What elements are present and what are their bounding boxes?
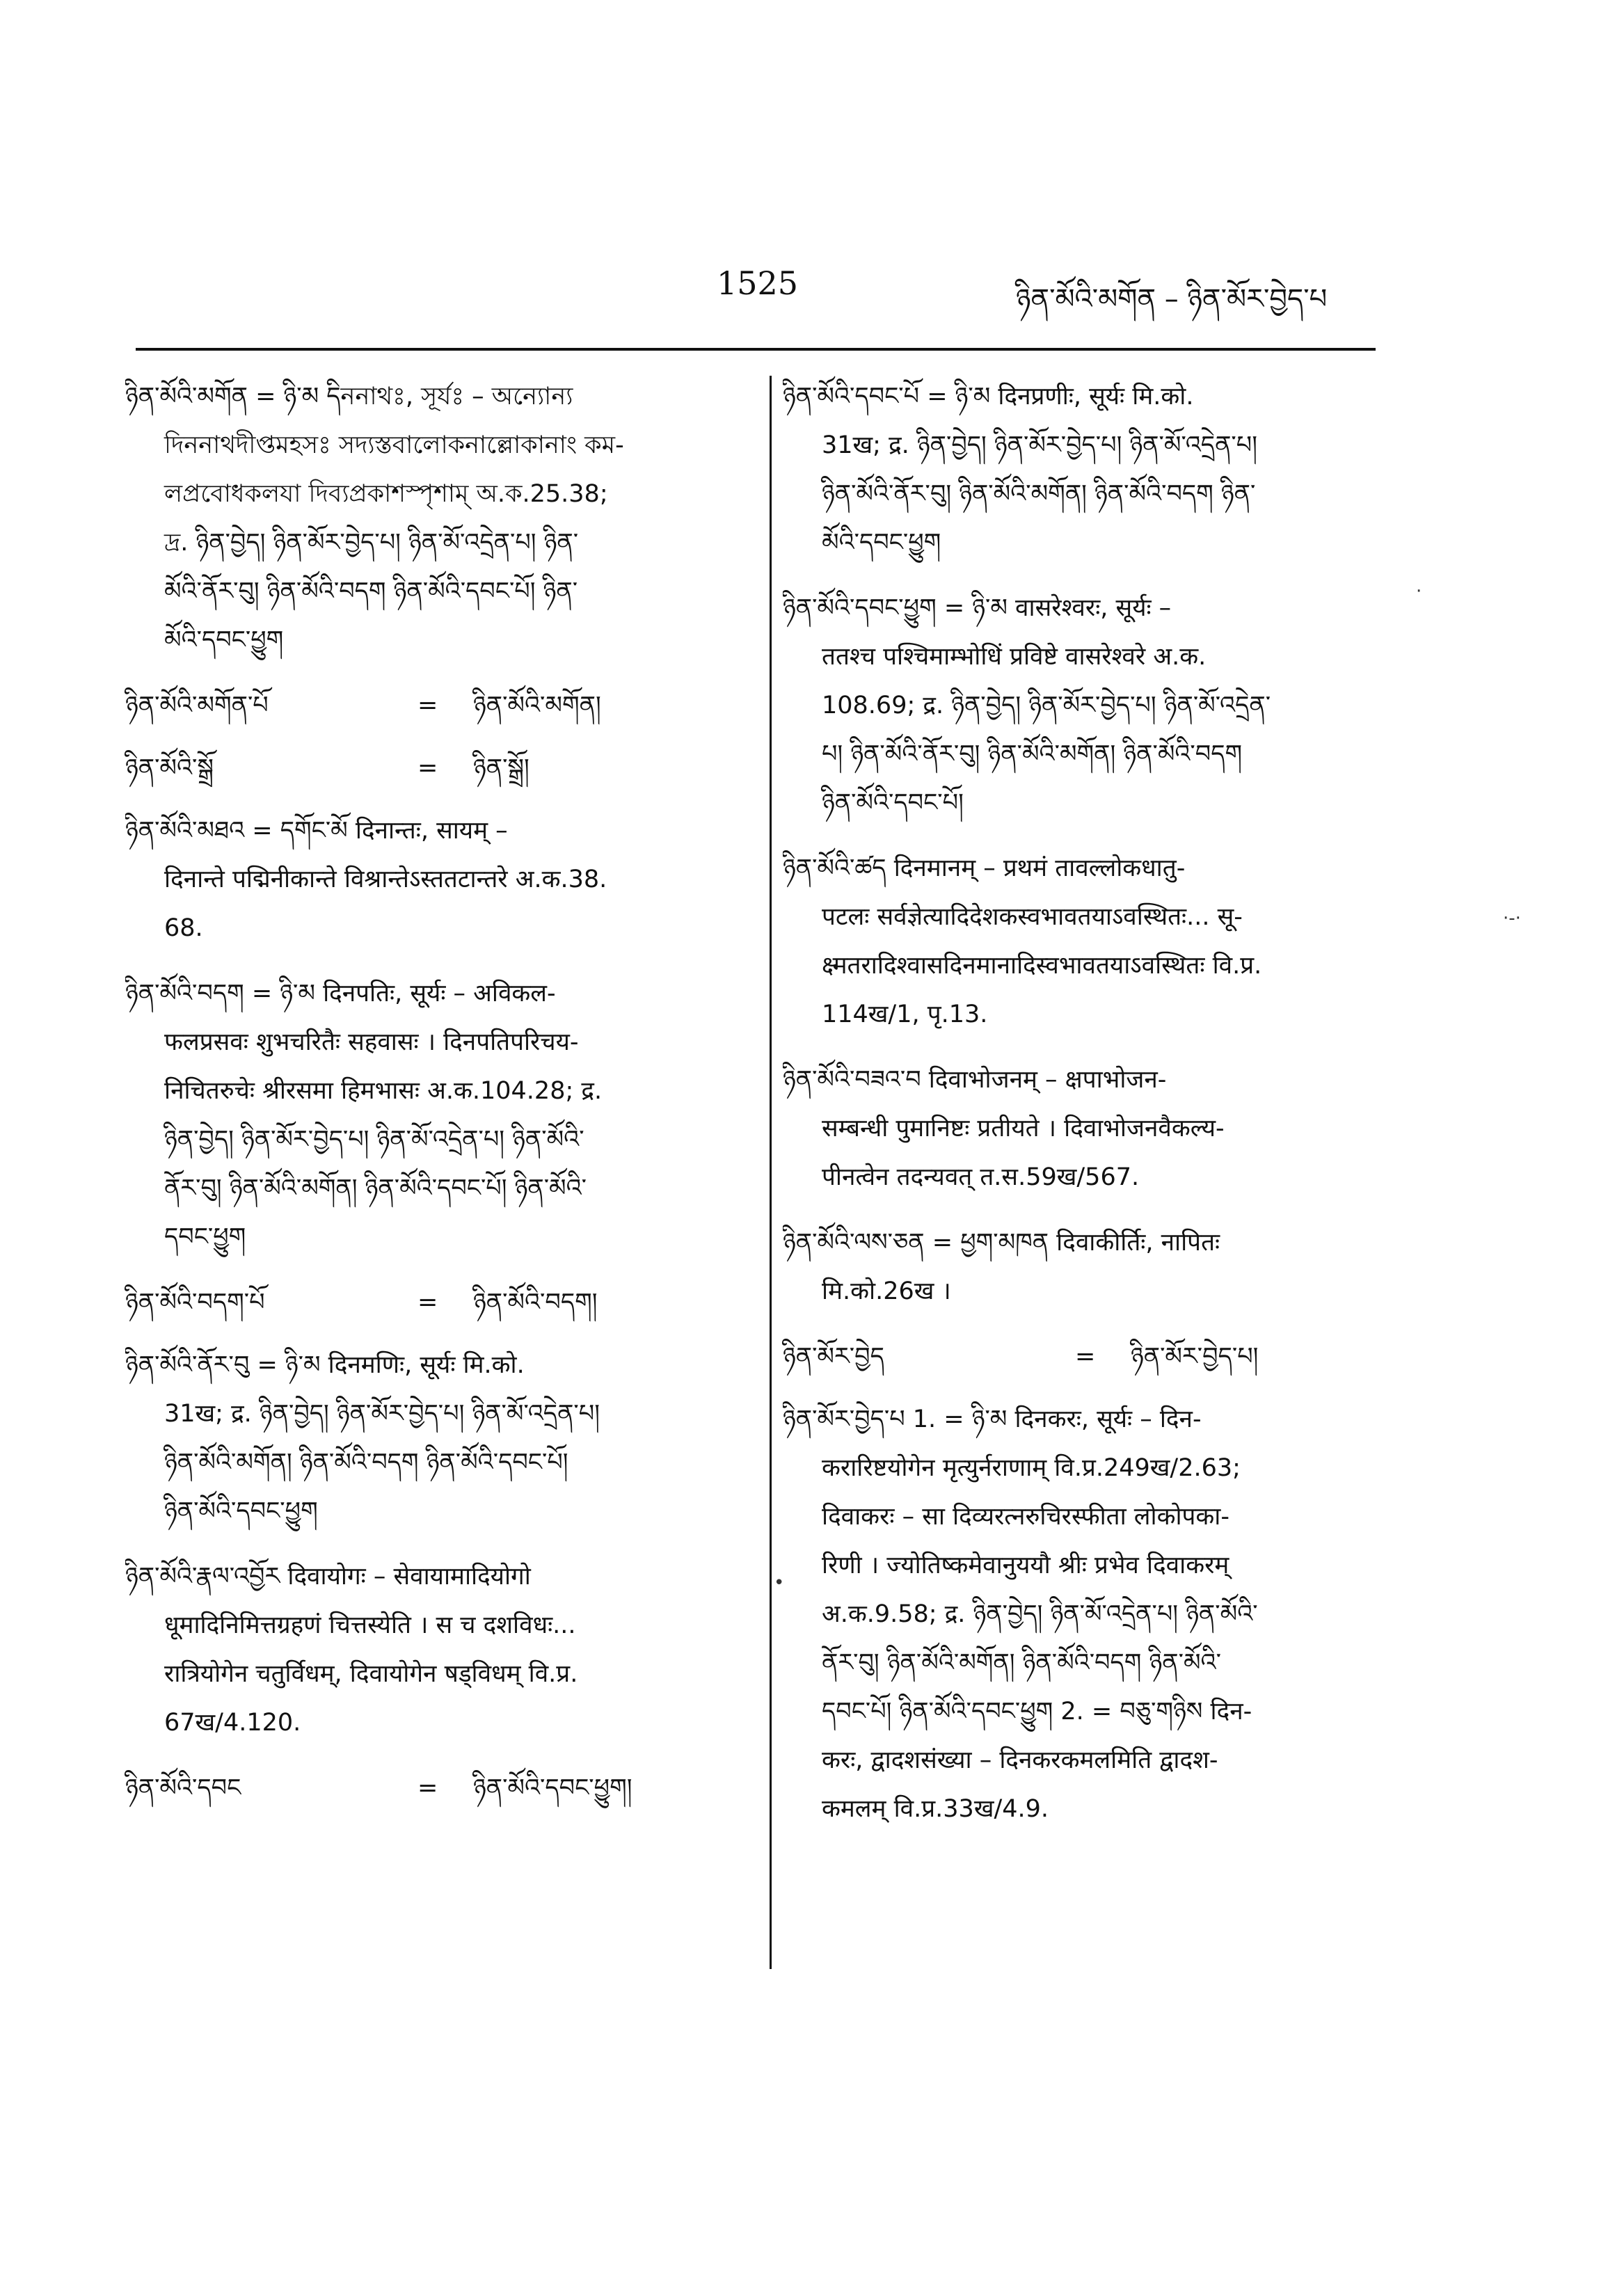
scan-speck: ·-·: [1503, 908, 1521, 929]
entry-line: ཉིན་མོའི་དབང་པོ།: [822, 789, 964, 817]
left-column: [125, 372, 751, 1826]
entry-first-line: ཉིན་མོའི་བཟའ་བ दिवाभोजनम् – क्षपाभोजन-: [783, 1066, 1167, 1094]
entry-headword: ཉིན་མོར་བྱེད: [783, 1343, 884, 1371]
entry-line: པ། ཉིན་མོའི་ནོར་བུ། ཉིན་མོའི་མགོན། ཉིན་མོའི་བདག: [822, 740, 1243, 768]
dictionary-entry: [783, 844, 1395, 1039]
dictionary-entry: [125, 1552, 751, 1747]
entry-line: 68.: [164, 914, 203, 942]
dictionary-entry: [125, 372, 751, 664]
equals-sign: =: [417, 1774, 438, 1802]
entry-headword: ཉིན་མོའི་སྒྲོ: [125, 754, 214, 782]
dictionary-entry: [783, 372, 1395, 567]
entry-first-line: ཉིན་མོའི་བདག = ཉི་མ दिनपतिः, सूर्यः – अविकल-: [125, 980, 556, 1007]
entry-first-line: ཉིན་མོའི་ནོར་བུ = ཉི་མ दिनमणिः, सूर्यः मि.को.: [125, 1351, 525, 1379]
equals-sign: =: [417, 754, 438, 782]
entry-line: ततश्च पश्चिमाम्भोधिं प्रविष्टे वासरेश्वरे अ.क.: [822, 643, 1207, 671]
entry-line: 114ख/1, पृ.13.: [822, 1001, 988, 1028]
dictionary-entry: [783, 1218, 1395, 1316]
cross-reference-entry: [125, 1278, 751, 1327]
scan-speck: •: [774, 1572, 785, 1593]
equals-sign: =: [417, 692, 438, 719]
entry-line: फलप्रसवः शुभचरितैः सहवासः । दिनपतिपरिचय-: [164, 1028, 579, 1056]
entry-headword: ཉིན་མོའི་བདག་པོ: [125, 1289, 265, 1316]
entry-line: ཉིན་བྱེད། ཉིན་མོར་བྱེད་པ། ཉིན་མོ་འདྲེན་པ། ཉིན་མོའི་: [164, 1126, 584, 1154]
entry-line: དབང་ཕྱུག: [164, 1223, 246, 1251]
entry-line: दिवाकरः – सा दिव्यरत्नरुचिरस्फीता लोकोपका-: [822, 1503, 1229, 1531]
dictionary-entry: [783, 1395, 1395, 1833]
entry-line: দিননাথদীপ্তমহসঃ সদ্যস্তবালোকনাল্লোকানাং কম-: [164, 431, 624, 459]
entry-line: 108.69; द्र. ཉིན་བྱེད། ཉིན་མོར་བྱེད་པ། ཉིན་མོ་འདྲེན་: [822, 692, 1271, 719]
entry-line: रिणी । ज्योतिष्कमेवानुययौ श्रीः प्रभेव दिवाकरम्: [822, 1552, 1229, 1579]
entry-first-line: ཉིན་མོའི་དབང་ཕྱུག = ཉི་མ वासरेश्वरः, सूर्यः –: [783, 594, 1172, 622]
entry-line: ཉིན་མོའི་ནོར་བུ། ཉིན་མོའི་མགོན། ཉིན་མོའི་བདག ཉིན་: [822, 480, 1256, 508]
cross-reference-entry: [125, 681, 751, 730]
entry-first-line: ཉིན་མོའི་མགོན = ཉི་མ དིননাথঃ, সূর্যঃ – অন্যোন্য: [125, 383, 573, 411]
entry-first-line: ཉིན་མོའི་ལས་ཅན = ཕྱག་མཁན दिवाकीर्तिः, नापितः: [783, 1229, 1220, 1257]
entry-line: दिनान्ते पद्मिनीकान्ते विश्रान्तेऽस्ततटान्तरे अ.क.38.: [164, 866, 607, 893]
cross-reference-entry: [125, 744, 751, 792]
entry-line: 31ख; द्र. ཉིན་བྱེད། ཉིན་མོར་བྱེད་པ། ཉིན་མོ་འདྲེན་པ།: [164, 1400, 600, 1428]
page-number: 1525: [717, 264, 799, 302]
entry-target: ཉིན་མོའི་མགོན།: [473, 692, 601, 719]
right-column: [783, 372, 1395, 1850]
running-head: ཉིན་མོའི་མགོན – ཉིན་མོར་བྱེད་པ: [1016, 283, 1328, 315]
entry-first-line: ཉིན་མོའི་རྣལ་འབྱོར दिवायोगः – सेवायामादियोगो: [125, 1563, 531, 1591]
entry-line: क्ष्मतरादिश्वासदिनमानादिस्वभावतयाऽवस्थितः वि.प्र.: [822, 952, 1262, 980]
dictionary-entry: [783, 584, 1395, 827]
entry-line: निचितरुचेः श्रीरसमा हिमभासः अ.क.104.28; द्र.: [164, 1077, 603, 1105]
entry-line: सम्बन्धी पुमानिष्टः प्रतीयते । दिवाभोजनवैकल्य-: [822, 1115, 1225, 1142]
scan-speck: ·: [1416, 581, 1422, 602]
entry-target: ཉིན་སྒྲོ།: [473, 754, 530, 782]
entry-line: ནོར་བུ། ཉིན་མོའི་མགོན། ཉིན་མོའི་དབང་པོ། ཉིན་མོའི་: [164, 1174, 587, 1202]
entry-line: अ.क.9.58; द्र. ཉིན་བྱེད། ཉིན་མོ་འདྲེན་པ། ཉིན་མོའི་: [822, 1600, 1258, 1628]
entry-first-line: ཉིན་མོའི་དབང་པོ = ཉི་མ दिनप्रणीः, सूर्यः मि.को.: [783, 383, 1194, 411]
column-divider: [770, 376, 772, 1969]
cross-reference-entry: [783, 1332, 1395, 1381]
entry-line: དབང་པོ། ཉིན་མོའི་དབང་ཕྱུག 2. = བཅུ་གཉིས दिन-: [822, 1698, 1252, 1726]
entry-line: करारिष्टयोगेन मृत्युर्नराणाम् वि.प्र.249ख/2.63;: [822, 1454, 1241, 1482]
equals-sign: =: [1075, 1343, 1096, 1371]
entry-first-line: ཉིན་མོར་བྱེད་པ 1. = ཉི་མ दिनकरः, सूर्यः – दिन-: [783, 1405, 1202, 1433]
entry-target: ཉིན་མོའི་དབང་ཕྱུག།: [473, 1774, 632, 1802]
entry-line: कमलम् वि.प्र.33ख/4.9.: [822, 1795, 1049, 1823]
dictionary-entry: [783, 1055, 1395, 1202]
entry-line: མོའི་དབང་ཕྱུག: [822, 529, 941, 557]
entry-line: 31ख; द्र. ཉིན་བྱེད། ཉིན་མོར་བྱེད་པ། ཉིན་མོ་འདྲེན་པ།: [822, 431, 1257, 459]
entry-line: লপ্রবোধকলযা দিব্যপ্রকাশস্পৃশাম্ অ.ক.25.38;: [164, 480, 608, 508]
entry-line: 67ख/4.120.: [164, 1709, 301, 1737]
entry-first-line: ཉིན་མོའི་ཚད दिनमानम् – प्रथमं तावल्लोकधातु-: [783, 854, 1186, 882]
entry-line: མོའི་ནོར་བུ། ཉིན་མོའི་བདག ཉིན་མོའི་དབང་པོ། ཉིན་: [164, 577, 578, 605]
entry-line: দ্র. ཉིན་བྱེད། ཉིན་མོར་བྱེད་པ། ཉིན་མོ་འདྲེན་པ། ཉིན་: [164, 529, 579, 557]
cross-reference-entry: [125, 1764, 751, 1812]
entry-headword: ཉིན་མོའི་དབང: [125, 1774, 241, 1802]
entry-first-line: ཉིན་མོའི་མཐའ = དགོང་མོ दिनान्तः, सायम् –: [125, 817, 508, 845]
dictionary-entry: [125, 969, 751, 1261]
entry-line: पीनत्वेन तदन्यवत् त.स.59ख/567.: [822, 1163, 1140, 1191]
entry-line: करः, द्वादशसंख्या – दिनकरकमलमिति द्वादश-: [822, 1746, 1218, 1774]
entry-line: ནོར་བུ། ཉིན་མོའི་མགོན། ཉིན་མོའི་བདག ཉིན་མོའི་: [822, 1649, 1221, 1677]
entry-target: ཉིན་མོའི་བདག།: [473, 1289, 598, 1316]
entry-line: मि.को.26ख ।: [822, 1277, 951, 1305]
entry-line: पटलः सर्वज्ञेत्यादिदेशकस्वभावतयाऽवस्थितः... सू-: [822, 903, 1243, 931]
entry-line: धूमादिनिमित्तग्रहणं चित्तस्येति । स च दशविधः...: [164, 1611, 576, 1639]
header-rule: [136, 348, 1376, 351]
entry-headword: ཉིན་མོའི་མགོན་པོ: [125, 692, 269, 719]
entry-line: མོའི་དབང་ཕྱུག: [164, 626, 284, 654]
entry-line: ཉིན་མོའི་མགོན། ཉིན་མོའི་བདག ཉིན་མོའི་དབང་པོ།: [164, 1449, 568, 1476]
dictionary-entry: [125, 1341, 751, 1536]
equals-sign: =: [417, 1289, 438, 1316]
dictionary-entry: [125, 806, 751, 953]
entry-line: ཉིན་མོའི་དབང་ཕྱུག: [164, 1497, 318, 1525]
entry-line: रात्रियोगेन चतुर्विधम्, दिवायोगेन षड्विधम् वि.प्र.: [164, 1660, 578, 1688]
entry-target: ཉིན་མོར་བྱེད་པ།: [1131, 1343, 1259, 1371]
